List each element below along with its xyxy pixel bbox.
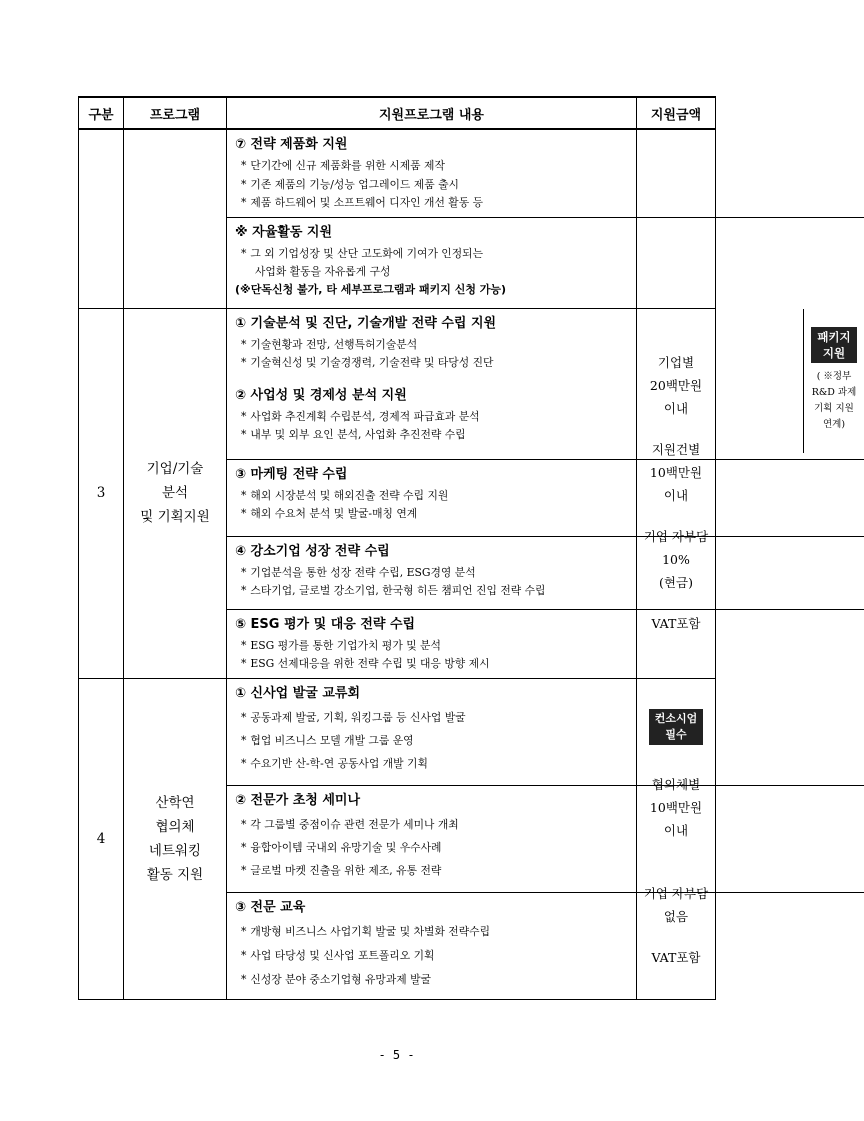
list-item: * 내부 및 외부 요인 분석, 사업화 추진전략 수립 — [241, 428, 466, 441]
list-item: * 사업 타당성 및 신사업 포트폴리오 기획 — [241, 948, 435, 962]
block-title: ※ 자율활동 지원 — [235, 224, 333, 240]
amount-cell-empty — [637, 129, 716, 308]
list-item: * 단기간에 신규 제품화를 위한 시제품 제작 — [241, 159, 445, 172]
list-item: * 해외 시장분석 및 해외진출 전략 수립 지원 — [241, 488, 449, 502]
header-content: 지원프로그램 내용 — [227, 97, 637, 129]
content-block — [227, 679, 864, 786]
content-block — [227, 381, 803, 453]
table-row-4 — [79, 678, 716, 999]
list-item-continuation: 사업화 활동을 자유롭게 구성 — [255, 265, 391, 278]
header-gubun: 구분 — [79, 97, 124, 129]
content-subtable — [227, 679, 864, 999]
content-cell — [227, 129, 637, 308]
consortium-badge: 컨소시엄 필수 — [649, 709, 704, 745]
content-block — [227, 536, 864, 609]
list-item: * 기술혁신성 및 기술경쟁력, 기술전략 및 타당성 진단 — [241, 356, 494, 369]
list-item: * 협업 비즈니스 모델 개발 그룹 운영 — [241, 733, 414, 747]
content-subtable — [227, 309, 864, 678]
list-item: * 각 그룹별 중점이슈 관련 전문가 세미나 개최 — [241, 817, 459, 831]
content-block — [227, 785, 864, 892]
amount-cell: 기업별 20백만원 이내 지원건별 10백만원 이내 기업 자부담 10% (현금) VAT포함 — [637, 308, 716, 678]
amount-cell: 컨소시엄 필수 협의체별 10백만원 이내 기업 자부담 없음 VAT포함 — [637, 678, 716, 999]
gubun-number: 4 — [79, 678, 124, 999]
list-item: * 스타기업, 글로벌 강소기업, 한국형 히든 챔피언 진입 전략 수립 — [241, 584, 546, 597]
content-subtable — [227, 130, 864, 308]
list-item: * 기술현황과 전망, 선행특허기술분석 — [241, 337, 418, 351]
gubun-cell-empty — [79, 129, 124, 308]
header-program: 프로그램 — [124, 97, 227, 129]
block-title: ⑤ ESG 평가 및 대응 전략 수립 — [235, 616, 416, 632]
list-item: * 기업분석을 통한 성장 전략 수립, ESG경영 분석 — [241, 565, 476, 579]
header-amount: 지원금액 — [637, 97, 716, 129]
list-item: * ESG 평가를 통한 기업가치 평가 및 분석 — [241, 638, 441, 652]
content-block-group — [227, 309, 864, 460]
list-item: * 제품 하드웨어 및 소프트웨어 디자인 개선 활동 등 — [241, 196, 484, 209]
content-block — [227, 609, 864, 678]
list-item: * 공동과제 발굴, 기획, 워킹그룹 등 신사업 발굴 — [241, 710, 466, 724]
list-item: * 개방형 비즈니스 사업기획 발굴 및 차별화 전략수립 — [241, 924, 491, 938]
table-row-prev — [79, 129, 716, 308]
gubun-number: 3 — [79, 308, 124, 678]
list-item: * 융합아이템 국내외 유망기술 및 우수사례 — [241, 840, 442, 854]
list-item: * 사업화 추진계획 수립분석, 경제적 파급효과 분석 — [241, 409, 480, 423]
list-item: * 해외 수요처 분석 및 발굴-매칭 연계 — [241, 507, 418, 520]
page-number: - 5 - — [378, 1048, 415, 1062]
block-title: ③ 전문 교육 — [235, 899, 306, 915]
content-block — [227, 309, 803, 381]
list-item: * 수요기반 산-학-연 공동사업 개발 기획 — [241, 756, 428, 770]
program-table — [78, 96, 857, 1000]
block-note: (※단독신청 불가, 타 세부프로그램과 패키지 신청 가능) — [235, 283, 507, 296]
list-item: * 글로벌 마켓 진출을 위한 제조, 유통 전략 — [241, 863, 442, 877]
list-item: * 기존 제품의 기능/성능 업그레이드 제품 출시 — [241, 177, 459, 191]
block-title: ① 신사업 발굴 교류회 — [235, 685, 361, 701]
block-title: ⑦ 전략 제품화 지원 — [235, 137, 348, 152]
package-cell — [804, 309, 864, 453]
table-row-3 — [79, 308, 716, 678]
program-name: 산학연 협의체 네트워킹 활동 지원 — [124, 678, 227, 999]
package-note: ( ※정부 R&D 과제 기획 지원 연계) — [811, 370, 857, 430]
content-block — [227, 892, 864, 999]
content-cell — [227, 678, 637, 999]
block-title: ① 기술분석 및 진단, 기술개발 전략 수립 지원 — [235, 315, 497, 331]
block-title: ③ 마케팅 전략 수립 — [235, 466, 348, 482]
package-badge: 패키지 지원 — [811, 327, 856, 363]
block-title: ② 전문가 초청 세미나 — [235, 792, 361, 808]
table-header-row — [79, 97, 716, 129]
block-title: ② 사업성 및 경제성 분석 지원 — [235, 387, 407, 403]
list-item: * 그 외 기업성장 및 산단 고도화에 기여가 인정되는 — [241, 246, 484, 260]
list-item: * ESG 선제대응을 위한 전략 수립 및 대응 방향 제시 — [241, 657, 490, 670]
content-block — [227, 459, 864, 536]
program-name: 기업/기술 분석 및 기획지원 — [124, 308, 227, 678]
program-cell-empty — [124, 129, 227, 308]
content-block — [227, 217, 864, 308]
block-title: ④ 강소기업 성장 전략 수립 — [235, 543, 390, 559]
list-item: * 신성장 분야 중소기업형 유망과제 발굴 — [241, 972, 432, 986]
content-block — [227, 130, 864, 217]
